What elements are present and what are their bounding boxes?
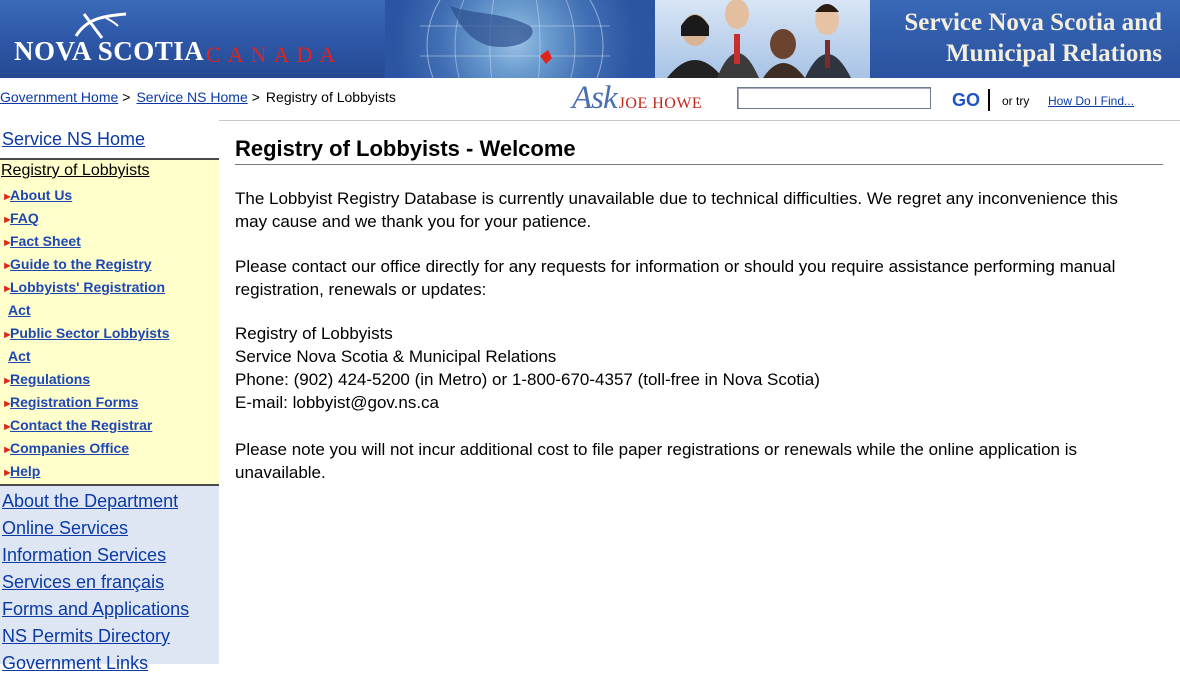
brand-nova-scotia: NOVA SCOTIA [14, 36, 205, 66]
subnav-item-companies-office[interactable] [2, 437, 129, 462]
subnav-item-guide-to-the-registry[interactable] [2, 253, 152, 278]
address-line-department: Service Nova Scotia & Municipal Relations [235, 347, 557, 366]
bullet-arrow-icon: ► [2, 260, 13, 272]
subnav-item-label: About Us [10, 187, 73, 203]
subnav-item-label: Regulations [10, 371, 91, 387]
dept-item-about-the-department[interactable]: About the Department [2, 491, 179, 511]
address-line-registry: Registry of Lobbyists [235, 324, 393, 343]
contact-address [235, 322, 1135, 414]
subnav-item-label: Contact the Registrar [10, 417, 153, 433]
ask-joe-howe-logo [572, 80, 702, 117]
dept-item-government-links[interactable]: Government Links [2, 653, 149, 673]
breadcrumb-government-home[interactable]: Government Home [0, 89, 119, 105]
subnav-item-label: FAQ [10, 210, 39, 226]
page-title: Registry of Lobbyists - Welcome [235, 136, 576, 161]
bullet-arrow-icon: ► [2, 191, 13, 203]
subnav-item-faq[interactable] [2, 207, 39, 232]
dept-item-services-en-francais[interactable]: Services en français [2, 572, 165, 592]
subnav-item-contact-the-registrar[interactable] [2, 414, 152, 439]
service-title [862, 7, 1162, 69]
subnav-item-label: Companies Office [10, 440, 130, 456]
dept-item-information-services[interactable]: Information Services [2, 545, 167, 565]
subnav-item-lobbyists-registration-act-cont[interactable]: Act [8, 302, 31, 318]
subnav-title-registry-of-lobbyists[interactable]: Registry of Lobbyists [1, 162, 150, 179]
joe-howe-word: JOE HOWE [618, 95, 703, 112]
subnav-item-regulations[interactable] [2, 368, 90, 393]
dept-item-ns-permits-directory[interactable]: NS Permits Directory [2, 626, 171, 646]
bullet-arrow-icon: ► [2, 467, 13, 479]
service-banner [870, 0, 1180, 78]
breadcrumb [0, 89, 396, 105]
bullet-arrow-icon: ► [2, 444, 13, 456]
search-input[interactable] [737, 87, 931, 109]
subnav-item-about-us[interactable] [2, 184, 72, 209]
dept-item-forms-and-applications[interactable]: Forms and Applications [2, 599, 190, 619]
bullet-arrow-icon: ► [2, 237, 13, 249]
or-try-text: or try [1002, 94, 1030, 108]
subnav-item-lobbyists-registration-act[interactable] [2, 276, 165, 301]
bullet-arrow-icon: ► [2, 329, 13, 341]
bullet-arrow-icon: ► [2, 421, 13, 433]
subnav-item-label: Registration Forms [10, 394, 139, 410]
breadcrumb-current: Registry of Lobbyists [265, 89, 396, 105]
subnav-item-public-sector-lobbyists-act[interactable] [2, 322, 169, 347]
people-photo-icon [655, 0, 870, 78]
how-do-i-find-link[interactable]: How Do I Find... [1048, 94, 1135, 108]
ask-word: Ask [572, 80, 617, 116]
contact-instructions: Please contact our office directly for any requests for information or should you require assistance performing manual registration, renewals or updates: [235, 257, 1116, 299]
department-nav [0, 486, 219, 673]
subnav-item-fact-sheet[interactable] [2, 230, 81, 255]
service-title-line1: Service Nova Scotia and [904, 9, 1162, 36]
globe-icon [390, 0, 640, 78]
title-divider [235, 164, 1163, 165]
sidebar-service-ns-home[interactable]: Service NS Home [2, 129, 146, 149]
subnav-item-label: Help [10, 463, 41, 479]
registry-subnav [0, 160, 219, 486]
subnav-item-registration-forms[interactable] [2, 391, 138, 416]
breadcrumb-separator: > [251, 89, 260, 105]
left-sidebar [0, 120, 219, 673]
bullet-arrow-icon: ► [2, 375, 13, 387]
subnav-item-label: Guide to the Registry [10, 256, 152, 272]
unavailable-notice: The Lobbyist Registry Database is currently unavailable due to technical difficulties. We regret any inconvenience this may cause and we thank you for your patience. [235, 189, 1118, 231]
cost-notice: Please note you will not incur additional cost to file paper registrations or renewals while the online application is unavailable. [235, 440, 1077, 482]
dept-item-online-services[interactable]: Online Services [2, 518, 129, 538]
address-line-phone: Phone: (902) 424-5200 (in Metro) or 1-800-670-4357 (toll-free in Nova Scotia) [235, 370, 820, 389]
top-navigation-bar [0, 78, 1180, 121]
service-title-line2: Municipal Relations [946, 40, 1162, 67]
breadcrumb-service-ns-home[interactable]: Service NS Home [136, 89, 248, 105]
breadcrumb-separator: > [122, 89, 131, 105]
subnav-item-help[interactable] [2, 460, 40, 485]
staff-photo [655, 0, 870, 78]
bullet-arrow-icon: ► [2, 398, 13, 410]
site-banner [0, 0, 1180, 78]
bullet-arrow-icon: ► [2, 283, 13, 295]
brand-logo[interactable] [0, 0, 400, 78]
brand-canada: CANADA [206, 42, 343, 67]
address-line-email: E-mail: lobbyist@gov.ns.ca [235, 393, 440, 412]
subnav-item-public-sector-lobbyists-act-cont[interactable]: Act [8, 348, 31, 364]
subnav-item-label: Lobbyists' Registration [10, 279, 166, 295]
divider [988, 89, 990, 111]
bullet-arrow-icon: ► [2, 214, 13, 226]
subnav-item-label: Public Sector Lobbyists [10, 325, 170, 341]
go-button[interactable]: GO [952, 90, 981, 110]
subnav-item-label: Fact Sheet [10, 233, 81, 249]
